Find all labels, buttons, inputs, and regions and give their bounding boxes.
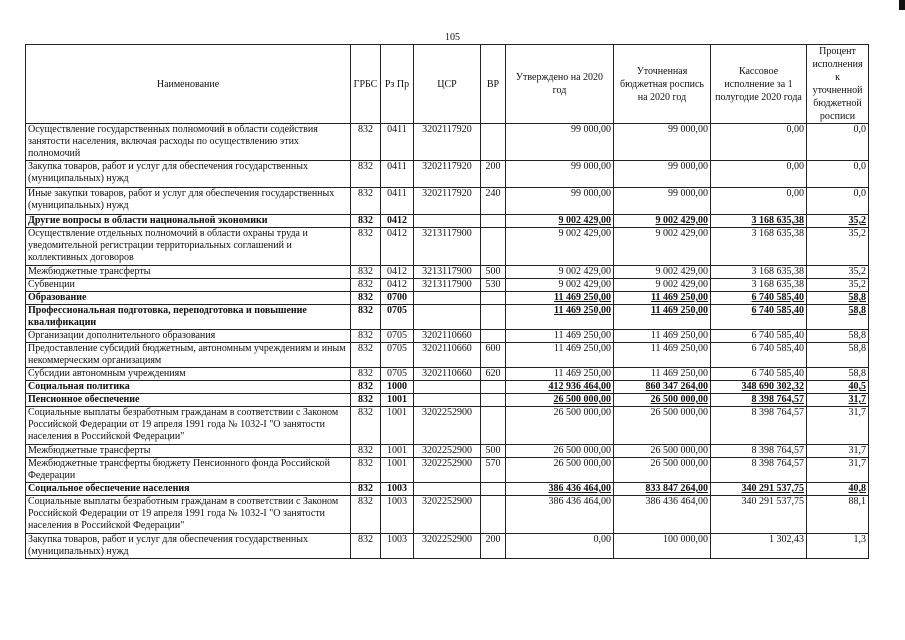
cell-refined: 11 469 250,00 [614, 368, 711, 381]
table-row [26, 534, 869, 559]
cell-grbs: 832 [351, 330, 381, 343]
cell-cash: 0,00 [711, 161, 807, 188]
cell-approved: 386 436 464,00 [506, 483, 614, 496]
cell-vr: 500 [481, 266, 506, 279]
cell-vr [481, 330, 506, 343]
cell-name: Социальная политика [26, 381, 351, 394]
cell-csr [414, 305, 481, 330]
cell-percent: 58,8 [807, 343, 869, 368]
cell-csr: 3202117920 [414, 124, 481, 161]
cell-cash: 8 398 764,57 [711, 445, 807, 458]
cell-percent: 31,7 [807, 445, 869, 458]
table-row [26, 292, 869, 305]
cell-name: Иные закупки товаров, работ и услуг для обеспечения государственных (муниципальных) нужд [26, 188, 351, 215]
cell-approved: 9 002 429,00 [506, 228, 614, 266]
cell-csr: 3202252900 [414, 445, 481, 458]
cell-rzpr: 1003 [381, 483, 414, 496]
header-name: Наименование [26, 45, 351, 124]
cell-refined: 9 002 429,00 [614, 279, 711, 292]
cell-cash: 0,00 [711, 188, 807, 215]
cell-csr: 3213117900 [414, 228, 481, 266]
cell-approved: 26 500 000,00 [506, 458, 614, 483]
cell-cash: 6 740 585,40 [711, 343, 807, 368]
cell-csr: 3202252900 [414, 407, 481, 445]
cell-rzpr: 1001 [381, 394, 414, 407]
cell-cash: 8 398 764,57 [711, 407, 807, 445]
cell-percent: 1,3 [807, 534, 869, 559]
table-row [26, 368, 869, 381]
cell-cash: 6 740 585,40 [711, 330, 807, 343]
table-row [26, 228, 869, 266]
cell-cash: 6 740 585,40 [711, 305, 807, 330]
cell-name: Социальные выплаты безработным гражданам в соответствии с Законом Российской Федерации от 19 апреля 1991 года № 1032-I "О занятости населения в Российской Федерации" [26, 496, 351, 534]
table-row [26, 483, 869, 496]
cell-refined: 833 847 264,00 [614, 483, 711, 496]
cell-vr [481, 394, 506, 407]
cell-name: Образование [26, 292, 351, 305]
cell-rzpr: 0705 [381, 330, 414, 343]
cell-vr [481, 381, 506, 394]
cell-approved: 99 000,00 [506, 188, 614, 215]
table-row [26, 305, 869, 330]
cell-approved: 412 936 464,00 [506, 381, 614, 394]
cell-csr: 3202117920 [414, 188, 481, 215]
cell-name: Межбюджетные трансферты бюджету Пенсионного фонда Российской Федерации [26, 458, 351, 483]
cell-csr [414, 292, 481, 305]
cell-grbs: 832 [351, 188, 381, 215]
cell-vr [481, 305, 506, 330]
cell-rzpr: 0411 [381, 188, 414, 215]
cell-percent: 35,2 [807, 266, 869, 279]
cell-rzpr: 0411 [381, 124, 414, 161]
header-grbs: ГРБС [351, 45, 381, 124]
cell-percent: 35,2 [807, 228, 869, 266]
cell-vr [481, 496, 506, 534]
cell-percent: 58,8 [807, 330, 869, 343]
cell-vr [481, 483, 506, 496]
cell-percent: 58,8 [807, 368, 869, 381]
cell-csr: 3213117900 [414, 279, 481, 292]
cell-vr [481, 407, 506, 445]
cell-rzpr: 1003 [381, 496, 414, 534]
cell-cash: 3 168 635,38 [711, 266, 807, 279]
cell-cash: 340 291 537,75 [711, 483, 807, 496]
cell-approved: 11 469 250,00 [506, 343, 614, 368]
cell-refined: 26 500 000,00 [614, 394, 711, 407]
cell-grbs: 832 [351, 407, 381, 445]
cell-rzpr: 0412 [381, 228, 414, 266]
cell-cash: 6 740 585,40 [711, 292, 807, 305]
cell-rzpr: 1000 [381, 381, 414, 394]
cell-refined: 11 469 250,00 [614, 305, 711, 330]
cell-approved: 9 002 429,00 [506, 266, 614, 279]
cell-approved: 0,00 [506, 534, 614, 559]
cell-rzpr: 0705 [381, 368, 414, 381]
cell-percent: 0,0 [807, 161, 869, 188]
cell-grbs: 832 [351, 305, 381, 330]
cell-refined: 386 436 464,00 [614, 496, 711, 534]
cell-refined: 26 500 000,00 [614, 445, 711, 458]
cell-cash: 8 398 764,57 [711, 458, 807, 483]
cell-percent: 0,0 [807, 124, 869, 161]
cell-csr: 3202110660 [414, 368, 481, 381]
header-approved: Утверждено на 2020 год [506, 45, 614, 124]
cell-grbs: 832 [351, 292, 381, 305]
cell-percent: 31,7 [807, 458, 869, 483]
cell-grbs: 832 [351, 279, 381, 292]
cell-refined: 99 000,00 [614, 124, 711, 161]
cell-approved: 99 000,00 [506, 124, 614, 161]
cell-csr: 3202117920 [414, 161, 481, 188]
cell-refined: 99 000,00 [614, 188, 711, 215]
cell-name: Межбюджетные трансферты [26, 266, 351, 279]
cell-vr: 240 [481, 188, 506, 215]
cell-rzpr: 0411 [381, 161, 414, 188]
cell-name: Закупка товаров, работ и услуг для обеспечения государственных (муниципальных) нужд [26, 534, 351, 559]
cell-vr: 620 [481, 368, 506, 381]
cell-refined: 99 000,00 [614, 161, 711, 188]
cell-refined: 11 469 250,00 [614, 343, 711, 368]
cell-refined: 9 002 429,00 [614, 228, 711, 266]
cell-grbs: 832 [351, 534, 381, 559]
cell-cash: 3 168 635,38 [711, 279, 807, 292]
cell-grbs: 832 [351, 381, 381, 394]
cell-name: Другие вопросы в области национальной экономики [26, 215, 351, 228]
cell-percent: 40,5 [807, 381, 869, 394]
cell-rzpr: 1001 [381, 445, 414, 458]
header-vr: ВР [481, 45, 506, 124]
table-row [26, 407, 869, 445]
cell-approved: 11 469 250,00 [506, 305, 614, 330]
budget-table [25, 44, 869, 559]
cell-percent: 58,8 [807, 292, 869, 305]
header-percent: Процент исполнения к уточненной бюджетной росписи [807, 45, 869, 124]
header-row [26, 45, 869, 124]
cell-name: Субвенции [26, 279, 351, 292]
cell-grbs: 832 [351, 266, 381, 279]
cell-vr: 500 [481, 445, 506, 458]
header-csr: ЦСР [414, 45, 481, 124]
cell-name: Социальное обеспечение населения [26, 483, 351, 496]
cell-grbs: 832 [351, 445, 381, 458]
cell-name: Профессиональная подготовка, переподготовка и повышение квалификации [26, 305, 351, 330]
cell-cash: 3 168 635,38 [711, 228, 807, 266]
corner-scan-mark [899, 0, 905, 10]
header-rzpr: Рз Пр [381, 45, 414, 124]
cell-name: Предоставление субсидий бюджетным, автономным учреждениям и иным некоммерческим организациям [26, 343, 351, 368]
cell-refined: 9 002 429,00 [614, 215, 711, 228]
cell-rzpr: 0412 [381, 279, 414, 292]
cell-refined: 26 500 000,00 [614, 458, 711, 483]
cell-grbs: 832 [351, 496, 381, 534]
cell-cash: 8 398 764,57 [711, 394, 807, 407]
cell-percent: 31,7 [807, 407, 869, 445]
cell-approved: 26 500 000,00 [506, 445, 614, 458]
table-row [26, 124, 869, 161]
cell-csr: 3202110660 [414, 343, 481, 368]
header-cash: Кассовое исполнение за 1 полугодие 2020 года [711, 45, 807, 124]
cell-percent: 0,0 [807, 188, 869, 215]
cell-rzpr: 0700 [381, 292, 414, 305]
cell-grbs: 832 [351, 368, 381, 381]
cell-vr: 200 [481, 534, 506, 559]
cell-approved: 9 002 429,00 [506, 279, 614, 292]
cell-percent: 40,8 [807, 483, 869, 496]
cell-name: Организации дополнительного образования [26, 330, 351, 343]
cell-name: Межбюджетные трансферты [26, 445, 351, 458]
page-number: 105 [445, 32, 460, 43]
cell-grbs: 832 [351, 458, 381, 483]
table-row [26, 215, 869, 228]
cell-vr: 600 [481, 343, 506, 368]
cell-name: Осуществление отдельных полномочий в области охраны труда и уведомительной регистрации территориальных соглашений и коллективных договоров [26, 228, 351, 266]
cell-rzpr: 1001 [381, 458, 414, 483]
cell-grbs: 832 [351, 394, 381, 407]
table-row [26, 330, 869, 343]
cell-name: Субсидии автономным учреждениям [26, 368, 351, 381]
cell-refined: 9 002 429,00 [614, 266, 711, 279]
table-row [26, 266, 869, 279]
header-refined: Уточненная бюджетная роспись на 2020 год [614, 45, 711, 124]
cell-cash: 0,00 [711, 124, 807, 161]
cell-vr [481, 215, 506, 228]
cell-cash: 3 168 635,38 [711, 215, 807, 228]
table-row [26, 161, 869, 188]
cell-approved: 99 000,00 [506, 161, 614, 188]
cell-name: Пенсионное обеспечение [26, 394, 351, 407]
cell-refined: 11 469 250,00 [614, 330, 711, 343]
cell-refined: 11 469 250,00 [614, 292, 711, 305]
cell-grbs: 832 [351, 124, 381, 161]
cell-percent: 35,2 [807, 279, 869, 292]
cell-grbs: 832 [351, 215, 381, 228]
cell-percent: 88,1 [807, 496, 869, 534]
cell-csr: 3213117900 [414, 266, 481, 279]
cell-csr: 3202252900 [414, 458, 481, 483]
cell-cash: 340 291 537,75 [711, 496, 807, 534]
cell-grbs: 832 [351, 228, 381, 266]
cell-csr [414, 215, 481, 228]
cell-vr: 200 [481, 161, 506, 188]
cell-csr: 3202252900 [414, 534, 481, 559]
cell-rzpr: 0412 [381, 266, 414, 279]
cell-refined: 860 347 264,00 [614, 381, 711, 394]
cell-vr: 530 [481, 279, 506, 292]
cell-name: Социальные выплаты безработным гражданам в соответствии с Законом Российской Федерации от 19 апреля 1991 года № 1032-I "О занятости населения в Российской Федерации" [26, 407, 351, 445]
cell-csr: 3202252900 [414, 496, 481, 534]
cell-cash: 1 302,43 [711, 534, 807, 559]
cell-percent: 35,2 [807, 215, 869, 228]
cell-approved: 9 002 429,00 [506, 215, 614, 228]
cell-csr: 3202110660 [414, 330, 481, 343]
cell-name: Осуществление государственных полномочий в области содействия занятости населения, включая расходы по осуществлению этих полномочий [26, 124, 351, 161]
table-row [26, 394, 869, 407]
cell-approved: 26 500 000,00 [506, 394, 614, 407]
cell-rzpr: 0412 [381, 215, 414, 228]
table-row [26, 381, 869, 394]
cell-rzpr: 0705 [381, 305, 414, 330]
cell-csr [414, 394, 481, 407]
cell-rzpr: 0705 [381, 343, 414, 368]
cell-vr [481, 124, 506, 161]
cell-grbs: 832 [351, 343, 381, 368]
cell-csr [414, 381, 481, 394]
cell-approved: 11 469 250,00 [506, 330, 614, 343]
cell-grbs: 832 [351, 161, 381, 188]
cell-grbs: 832 [351, 483, 381, 496]
cell-rzpr: 1003 [381, 534, 414, 559]
table-row [26, 343, 869, 368]
cell-approved: 11 469 250,00 [506, 292, 614, 305]
cell-refined: 26 500 000,00 [614, 407, 711, 445]
table-row [26, 188, 869, 215]
cell-vr [481, 228, 506, 266]
cell-percent: 58,8 [807, 305, 869, 330]
cell-approved: 11 469 250,00 [506, 368, 614, 381]
cell-cash: 6 740 585,40 [711, 368, 807, 381]
cell-approved: 26 500 000,00 [506, 407, 614, 445]
cell-cash: 348 690 302,32 [711, 381, 807, 394]
table-row [26, 496, 869, 534]
cell-csr [414, 483, 481, 496]
cell-approved: 386 436 464,00 [506, 496, 614, 534]
table-row [26, 445, 869, 458]
cell-vr [481, 292, 506, 305]
table-row [26, 458, 869, 483]
table-row [26, 279, 869, 292]
cell-rzpr: 1001 [381, 407, 414, 445]
cell-percent: 31,7 [807, 394, 869, 407]
cell-name: Закупка товаров, работ и услуг для обеспечения государственных (муниципальных) нужд [26, 161, 351, 188]
cell-refined: 100 000,00 [614, 534, 711, 559]
cell-vr: 570 [481, 458, 506, 483]
